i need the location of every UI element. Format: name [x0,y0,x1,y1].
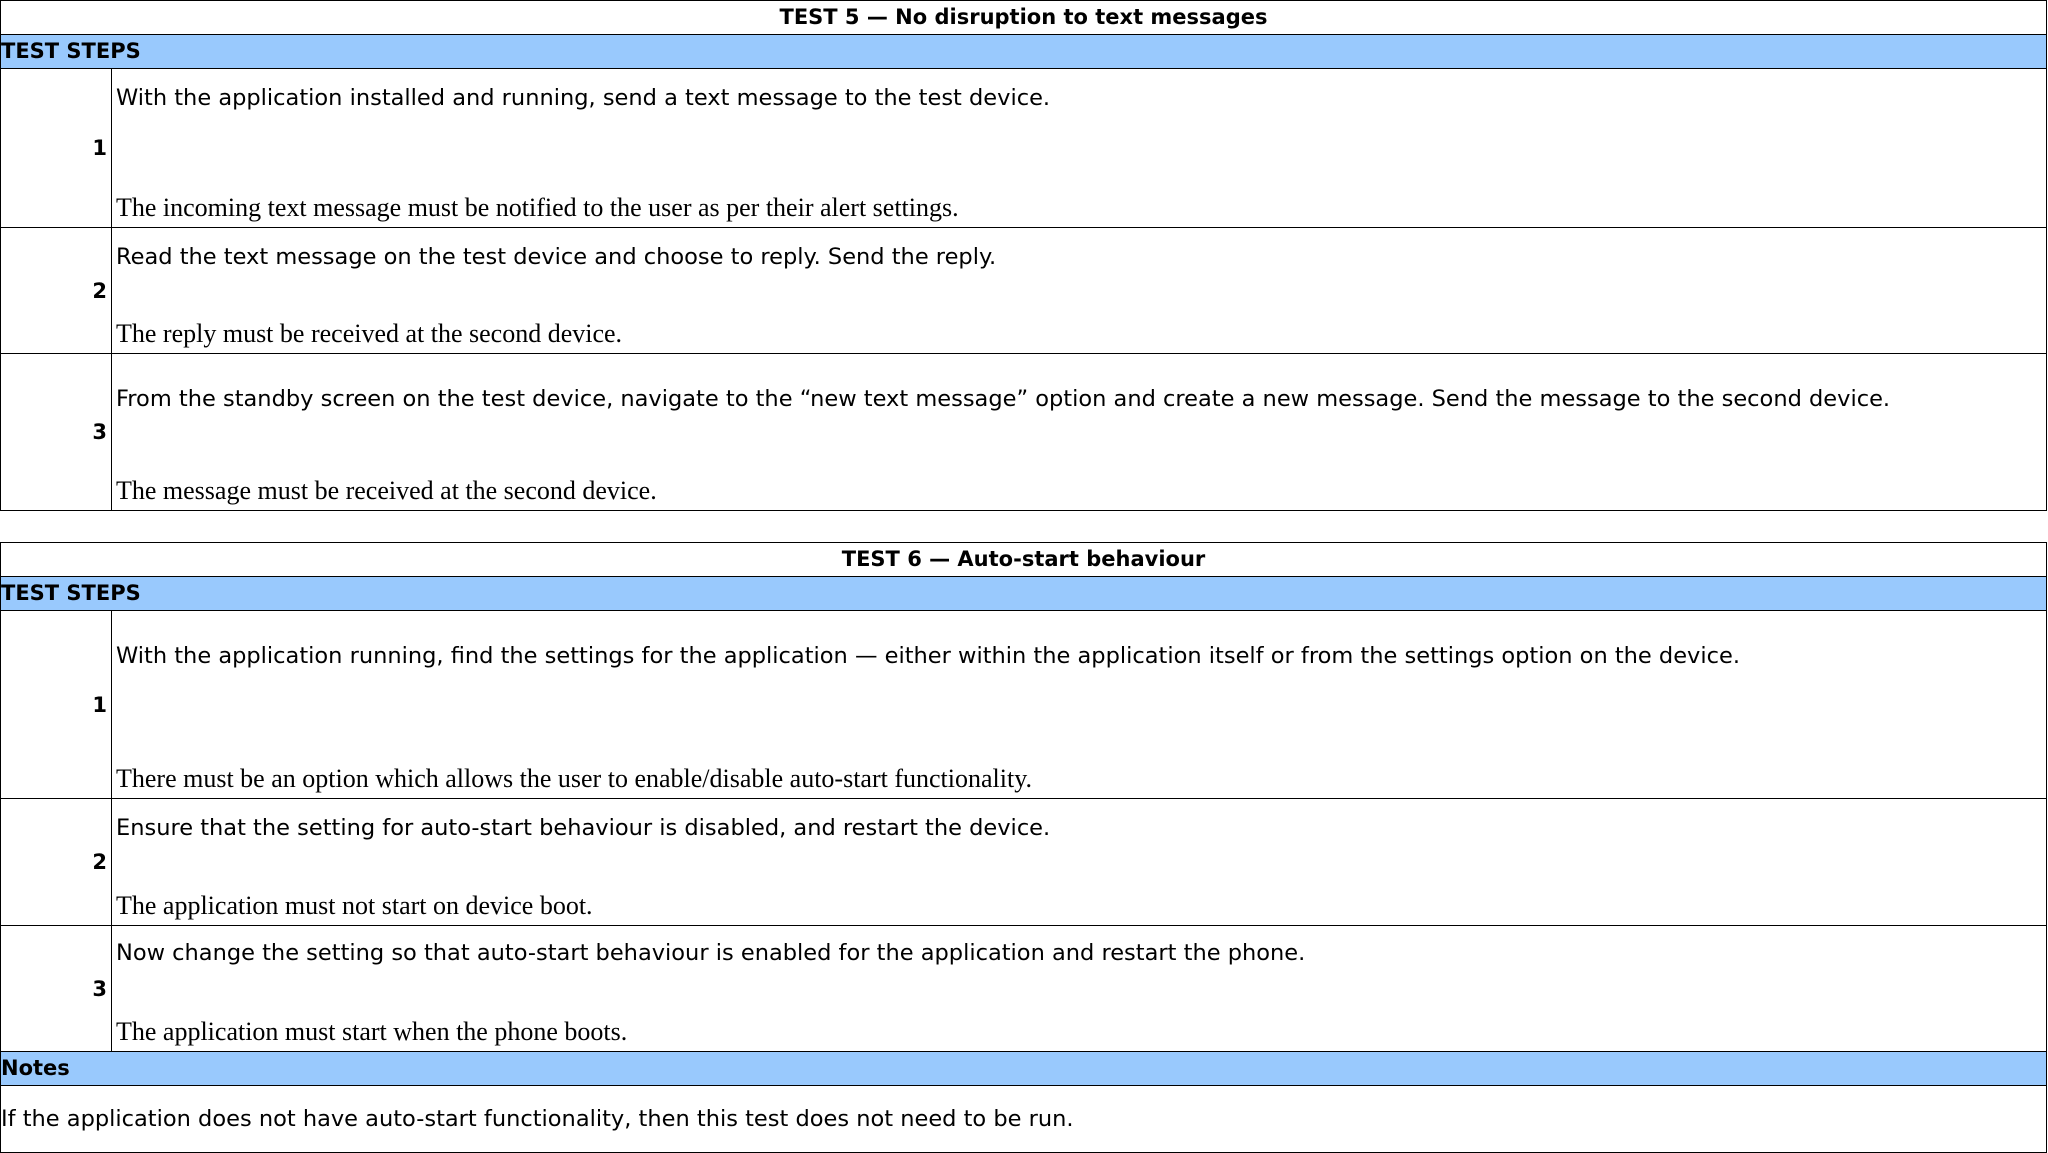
step-content [112,354,2047,511]
step-expected-result: There must be an option which allows the user to enable/disable auto-start functionality. [116,764,1033,793]
step-content [112,799,2047,926]
test6-step-row [1,926,2047,1052]
step-number: 3 [1,354,112,511]
step-instruction: Read the text message on the test device and choose to reply. Send the reply. [116,244,997,270]
test5-table [0,0,2047,511]
test6-title: TEST 6 — Auto-start behaviour [1,543,2047,577]
step-expected-result: The incoming text message must be notified to the user as per their alert settings. [116,193,959,222]
step-instruction: Now change the setting so that auto-start behaviour is enabled for the application and restart the phone. [116,940,1306,966]
test5-step-row [1,69,2047,228]
step-expected-result: The application must not start on device boot. [116,891,593,920]
step-expected-result: The reply must be received at the second device. [116,319,623,348]
notes-text: If the application does not have auto-start functionality, then this test does not need to be run. [1,1086,2047,1153]
test6-step-row [1,799,2047,926]
step-number: 2 [1,799,112,926]
step-instruction: With the application running, find the settings for the application — either within the application itself or from the settings option on the device. [116,643,1740,669]
step-content [112,926,2047,1052]
test5-step-row [1,228,2047,354]
step-instruction: Ensure that the setting for auto-start behaviour is disabled, and restart the device. [116,815,1051,841]
test5-title: TEST 5 — No disruption to text messages [1,1,2047,35]
step-instruction: From the standby screen on the test device, navigate to the “new text message” option and create a new message. Send the message to the second device. [116,386,1891,412]
test5-step-row [1,354,2047,511]
step-content [112,228,2047,354]
step-number: 1 [1,69,112,228]
step-expected-result: The message must be received at the second device. [116,476,657,505]
step-number: 2 [1,228,112,354]
step-number: 3 [1,926,112,1052]
test6-section-header: TEST STEPS [1,577,2047,611]
step-expected-result: The application must start when the phone boots. [116,1017,628,1046]
step-instruction: With the application installed and running, send a text message to the test device. [116,85,1051,111]
test6-table [0,542,2047,1153]
step-content [112,69,2047,228]
notes-header: Notes [1,1052,2047,1086]
test5-section-header: TEST STEPS [1,35,2047,69]
step-content [112,611,2047,799]
step-number: 1 [1,611,112,799]
test6-step-row [1,611,2047,799]
